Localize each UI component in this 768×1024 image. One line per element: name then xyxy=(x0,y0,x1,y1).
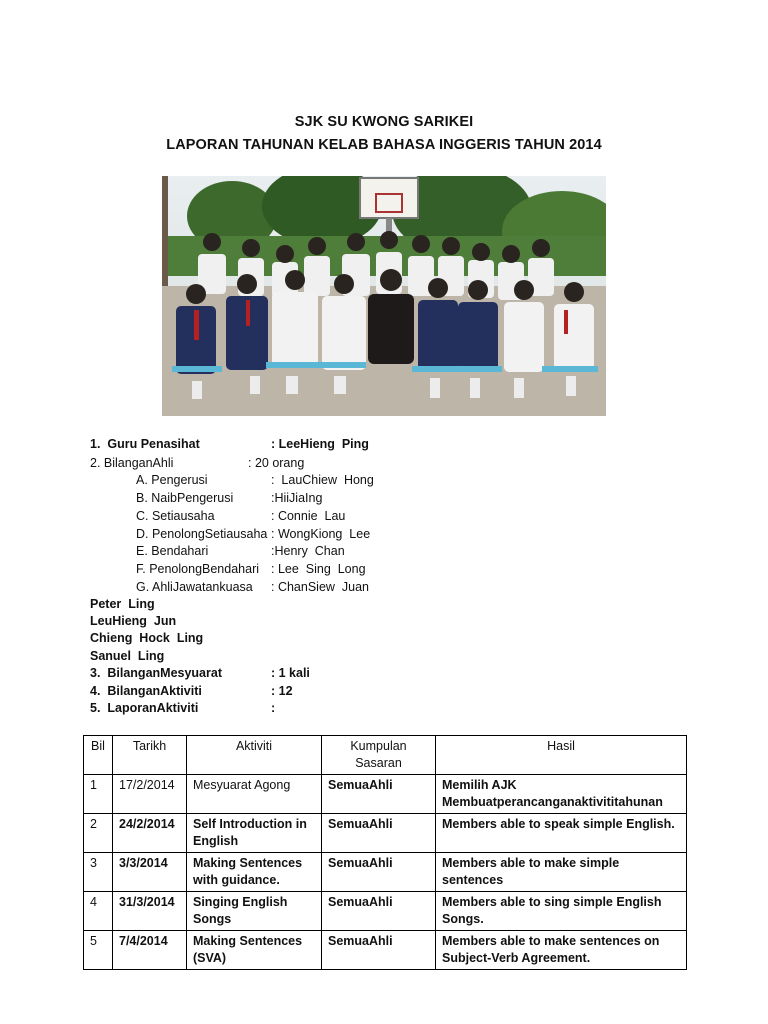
member-name: Chieng Hock Ling xyxy=(90,631,204,645)
cell-aktiviti: Making Sentences with guidance. xyxy=(187,853,322,892)
cell-sasaran: SemuaAhli xyxy=(322,931,436,970)
cell-bil: 3 xyxy=(84,853,113,892)
table-row xyxy=(84,853,687,892)
member-name: Peter Ling xyxy=(90,597,155,611)
laporan-label: 5. LaporanAktiviti xyxy=(90,701,199,715)
role-label: G. AhliJawatankuasa xyxy=(136,580,253,594)
cell-tarikh: 3/3/2014 xyxy=(113,853,187,892)
role-label: E. Bendahari xyxy=(136,544,209,558)
cell-tarikh: 31/3/2014 xyxy=(113,892,187,931)
ahli-label: 2. BilanganAhli xyxy=(90,456,174,470)
cell-tarikh: 17/2/2014 xyxy=(113,775,187,814)
laporan-value: : xyxy=(271,701,276,715)
header-tarikh: Tarikh xyxy=(113,736,187,775)
role-value: : Connie Lau xyxy=(271,509,346,523)
role-value: : WongKiong Lee xyxy=(271,527,371,541)
table-row xyxy=(84,775,687,814)
role-value: :HiiJiaIng xyxy=(271,491,323,505)
cell-bil: 4 xyxy=(84,892,113,931)
cell-tarikh: 7/4/2014 xyxy=(113,931,187,970)
mesyuarat-label: 3. BilanganMesyuarat xyxy=(90,666,222,680)
table-row xyxy=(84,892,687,931)
member-name: Sanuel Ling xyxy=(90,649,165,663)
cell-sasaran: SemuaAhli xyxy=(322,775,436,814)
role-value: :Henry Chan xyxy=(271,544,345,558)
table-row xyxy=(84,814,687,853)
cell-sasaran: SemuaAhli xyxy=(322,853,436,892)
header-bil: Bil xyxy=(84,736,113,775)
activity-table xyxy=(83,735,687,970)
cell-hasil: Memilih AJK Membuatperancanganaktivititahunan xyxy=(436,775,687,814)
role-label: D. PenolongSetiausaha xyxy=(136,527,268,541)
role-value: : Lee Sing Long xyxy=(271,562,366,576)
header-kumpulan-sasaran: Kumpulan Sasaran xyxy=(322,736,436,775)
cell-hasil: Members able to make simple sentences xyxy=(436,853,687,892)
cell-sasaran: SemuaAhli xyxy=(322,892,436,931)
member-name: LeuHieng Jun xyxy=(90,614,177,628)
mesyuarat-value: : 1 kali xyxy=(271,666,310,680)
cell-aktiviti: Self Introduction in English xyxy=(187,814,322,853)
cell-hasil: Members able to speak simple English. xyxy=(436,814,687,853)
guru-label: 1. Guru Penasihat xyxy=(90,437,200,451)
cell-aktiviti: Making Sentences (SVA) xyxy=(187,931,322,970)
role-label: B. NaibPengerusi xyxy=(136,491,234,505)
document-subtitle: LAPORAN TAHUNAN KELAB BAHASA INGGERIS TAHUN 2014 xyxy=(166,137,602,153)
cell-sasaran: SemuaAhli xyxy=(322,814,436,853)
cell-bil: 2 xyxy=(84,814,113,853)
aktiviti-value: : 12 xyxy=(271,684,293,698)
cell-tarikh: 24/2/2014 xyxy=(113,814,187,853)
table-row xyxy=(84,931,687,970)
header-hasil: Hasil xyxy=(436,736,687,775)
cell-hasil: Members able to make sentences on Subject-Verb Agreement. xyxy=(436,931,687,970)
group-photo xyxy=(162,176,606,416)
cell-bil: 5 xyxy=(84,931,113,970)
cell-hasil: Members able to sing simple English Songs. xyxy=(436,892,687,931)
document-title: SJK SU KWONG SARIKEI xyxy=(294,114,474,130)
cell-aktiviti: Mesyuarat Agong xyxy=(187,775,322,814)
header-aktiviti: Aktiviti xyxy=(187,736,322,775)
aktiviti-label: 4. BilanganAktiviti xyxy=(90,684,202,698)
guru-value: : LeeHieng Ping xyxy=(271,437,369,451)
role-value: : ChanSiew Juan xyxy=(271,580,369,594)
cell-bil: 1 xyxy=(84,775,113,814)
ahli-value: : 20 orang xyxy=(248,456,305,470)
table-header-row xyxy=(84,736,687,775)
role-label: C. Setiausaha xyxy=(136,509,215,523)
role-label: F. PenolongBendahari xyxy=(136,562,260,576)
cell-aktiviti: Singing English Songs xyxy=(187,892,322,931)
role-label: A. Pengerusi xyxy=(136,473,208,487)
role-value: : LauChiew Hong xyxy=(271,473,374,487)
